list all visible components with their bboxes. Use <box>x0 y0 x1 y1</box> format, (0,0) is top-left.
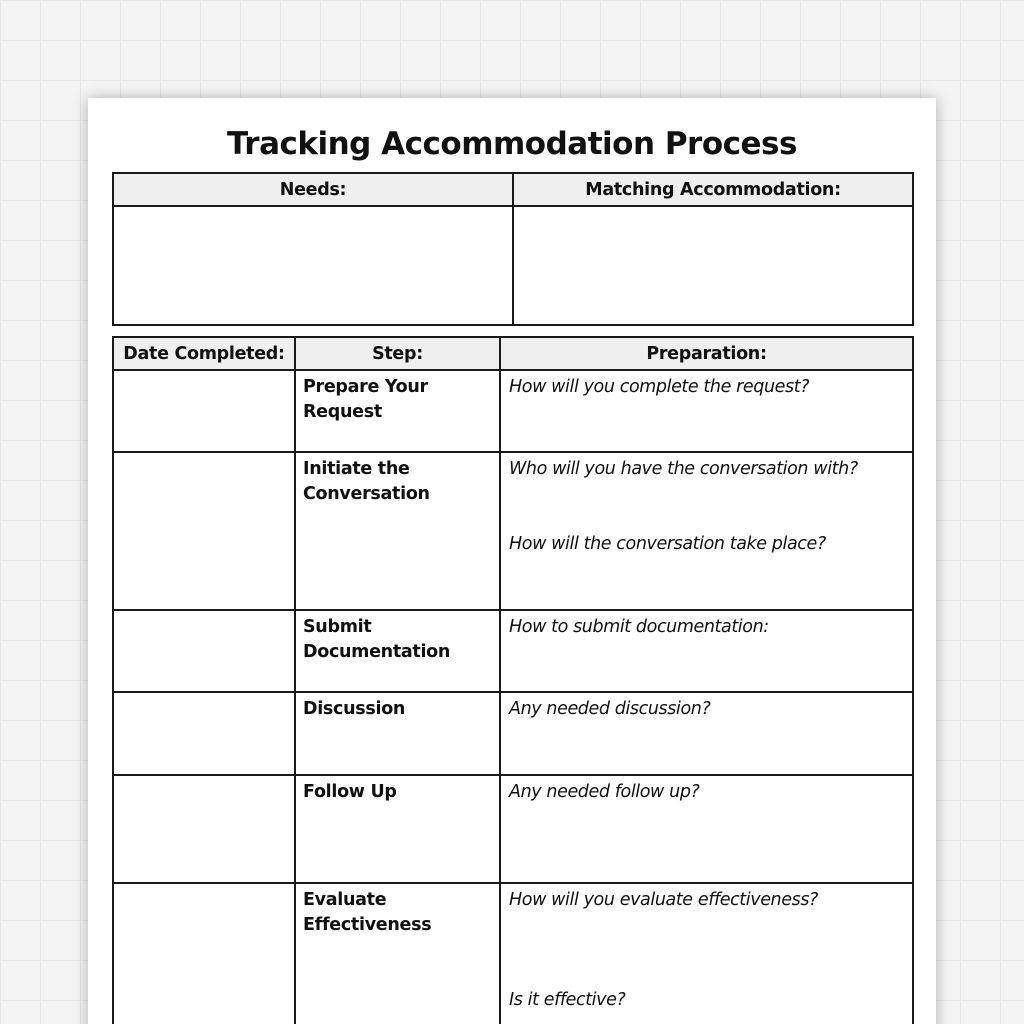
date-completed-header: Date Completed: <box>113 337 295 370</box>
preparation-prompt: Is it effective? <box>509 990 626 1010</box>
preparation-prompt: Any needed discussion? <box>509 699 711 719</box>
preparation-prompt: Any needed follow up? <box>509 782 700 802</box>
needs-table <box>112 172 914 326</box>
step-label: Follow Up <box>295 775 500 883</box>
date-completed-field[interactable] <box>113 883 295 1024</box>
preparation-field[interactable] <box>500 452 913 610</box>
steps-table <box>112 336 914 1024</box>
preparation-field[interactable] <box>500 883 913 1024</box>
preparation-prompt: How will you evaluate effectiveness? <box>509 890 818 910</box>
step-row <box>113 883 913 1024</box>
preparation-prompt: How will you complete the request? <box>509 377 810 397</box>
step-label: Initiate the Conversation <box>295 452 500 610</box>
step-label: Prepare Your Request <box>295 370 500 452</box>
preparation-header: Preparation: <box>500 337 913 370</box>
date-completed-field[interactable] <box>113 692 295 775</box>
step-header: Step: <box>295 337 500 370</box>
matching-accommodation-header: Matching Accommodation: <box>513 173 913 206</box>
date-completed-field[interactable] <box>113 370 295 452</box>
step-label: Discussion <box>295 692 500 775</box>
step-row <box>113 610 913 692</box>
date-completed-field[interactable] <box>113 452 295 610</box>
needs-field[interactable] <box>113 206 513 325</box>
date-completed-field[interactable] <box>113 775 295 883</box>
matching-accommodation-field[interactable] <box>513 206 913 325</box>
preparation-field[interactable] <box>500 775 913 883</box>
page-title: Tracking Accommodation Process <box>227 126 797 162</box>
preparation-prompt: How will the conversation take place? <box>509 534 826 554</box>
preparation-field[interactable] <box>500 692 913 775</box>
step-row <box>113 452 913 610</box>
step-label: Evaluate Effectiveness <box>295 883 500 1024</box>
preparation-prompt: Who will you have the conversation with? <box>509 459 858 479</box>
preparation-field[interactable] <box>500 370 913 452</box>
preparation-field[interactable] <box>500 610 913 692</box>
step-row <box>113 775 913 883</box>
preparation-prompt: How to submit documentation: <box>509 617 769 637</box>
needs-header: Needs: <box>113 173 513 206</box>
step-label: Submit Documentation <box>295 610 500 692</box>
date-completed-field[interactable] <box>113 610 295 692</box>
step-row <box>113 692 913 775</box>
step-row <box>113 370 913 452</box>
